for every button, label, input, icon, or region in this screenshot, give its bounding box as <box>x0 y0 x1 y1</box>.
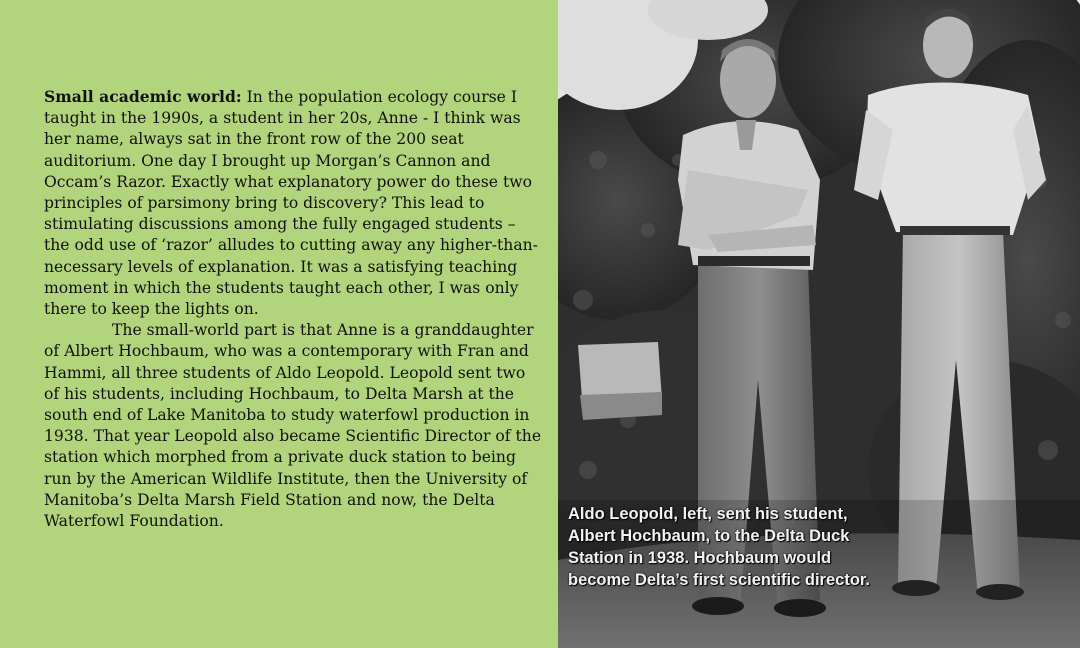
paragraph-1 <box>44 86 544 320</box>
caption-line-3: Station in 1938. Hochbaum would <box>568 549 832 567</box>
caption-line-1: Aldo Leopold, left, sent his student, <box>568 505 848 523</box>
photo-caption <box>568 503 948 591</box>
article-text <box>44 86 544 532</box>
historical-photo <box>558 0 1080 648</box>
lead-heading: Small academic world: <box>44 87 242 106</box>
caption-line-4: become Delta’s first scientific director. <box>568 571 870 589</box>
paragraph-2: The small-world part is that Anne is a granddaughter of Albert Hochbaum, who was a contemporary with Fran and Hammi, all three students of Aldo Leopold. Leopold sent two of his students, including Hochbaum, to Delta Marsh at the south end of Lake Manitoba to study waterfowl production in 1938. That year Leopold also became Scientific Director of the station which morphed from a private duck station to being run by the American Wildlife Institute, then the University of Manitoba’s Delta Marsh Field Station and now, the Delta Waterfowl Foundation. <box>44 321 542 531</box>
caption-line-2: Albert Hochbaum, to the Delta Duck <box>568 527 850 545</box>
paragraph-1-body: In the population ecology course I taught in the 1990s, a student in her 20s, Anne - I think was her name, always sat in the front row of the 200 seat auditorium. One day I brought up Morgan’s Cannon and Occam’s Razor. Exactly what explanatory power do these two principles of parsimony bring to discovery? This lead to stimulating discussions among the fully engaged students – the odd use of ‘razor’ alludes to cutting away any higher-than-necessary levels of explanation. It was a satisfying teaching moment in which the students taught each other, I was only there to keep the lights on. <box>44 88 538 319</box>
